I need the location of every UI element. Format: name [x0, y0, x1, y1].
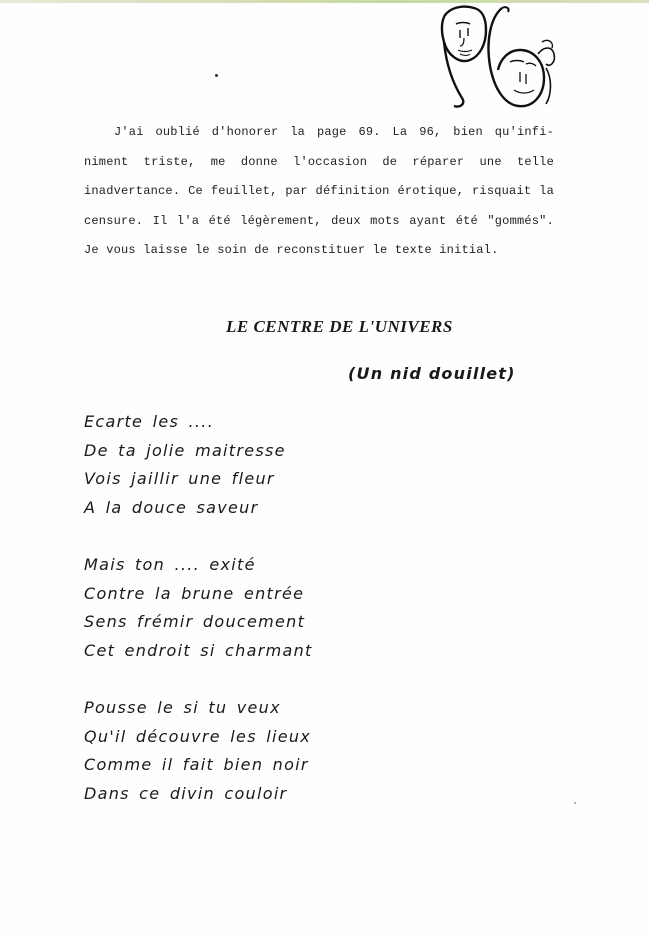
poem-line: Sens frémir doucement — [84, 612, 306, 632]
poem-line: Dans ce divin couloir — [84, 783, 288, 803]
poem-line: De ta jolie maitresse — [84, 440, 286, 460]
poem-line: Cet endroit si charmant — [84, 640, 313, 660]
poem-line: Comme il fait bien noir — [84, 755, 309, 775]
intro-line: initial. — [439, 243, 499, 257]
poem-line: Ecarte les .... — [84, 412, 215, 431]
poem-stanza-2 — [84, 551, 313, 665]
poem-line: Pousse le si tu veux — [84, 698, 281, 717]
poem-stanza-1 — [84, 408, 286, 522]
faces-96-illustration — [430, 2, 560, 120]
poem-title: LE CENTRE DE L'UNIVERS — [226, 317, 453, 336]
margin-speck — [574, 802, 576, 804]
poem-line: A la douce saveur — [84, 497, 259, 517]
ink-speck — [215, 74, 218, 77]
poem-line: Qu'il découvre les lieux — [84, 726, 312, 746]
poem-line: Contre la brune entrée — [84, 583, 305, 603]
intro-line: "gommés". Je vous laisse le soin de reconstituer le texte — [84, 213, 554, 257]
intro-line: inadvertance. Ce feuillet, par définition érotique, risquait — [84, 184, 532, 198]
poem-line: Mais ton .... exité — [84, 555, 256, 574]
intro-line: la censure. Il l'a été légèrement, deux mots ayant été — [84, 184, 554, 228]
poem-subtitle: (Un nid douillet) — [348, 364, 516, 383]
poem-stanza-3 — [84, 694, 311, 808]
intro-paragraph — [84, 118, 554, 266]
intro-line: niment triste, me donne l'occasion de réparer une telle — [84, 154, 554, 169]
poem-line: Vois jaillir une fleur — [84, 469, 275, 489]
intro-line: J'ai oublié d'honorer la page 69. La 96, bien qu'infi- — [114, 125, 554, 139]
